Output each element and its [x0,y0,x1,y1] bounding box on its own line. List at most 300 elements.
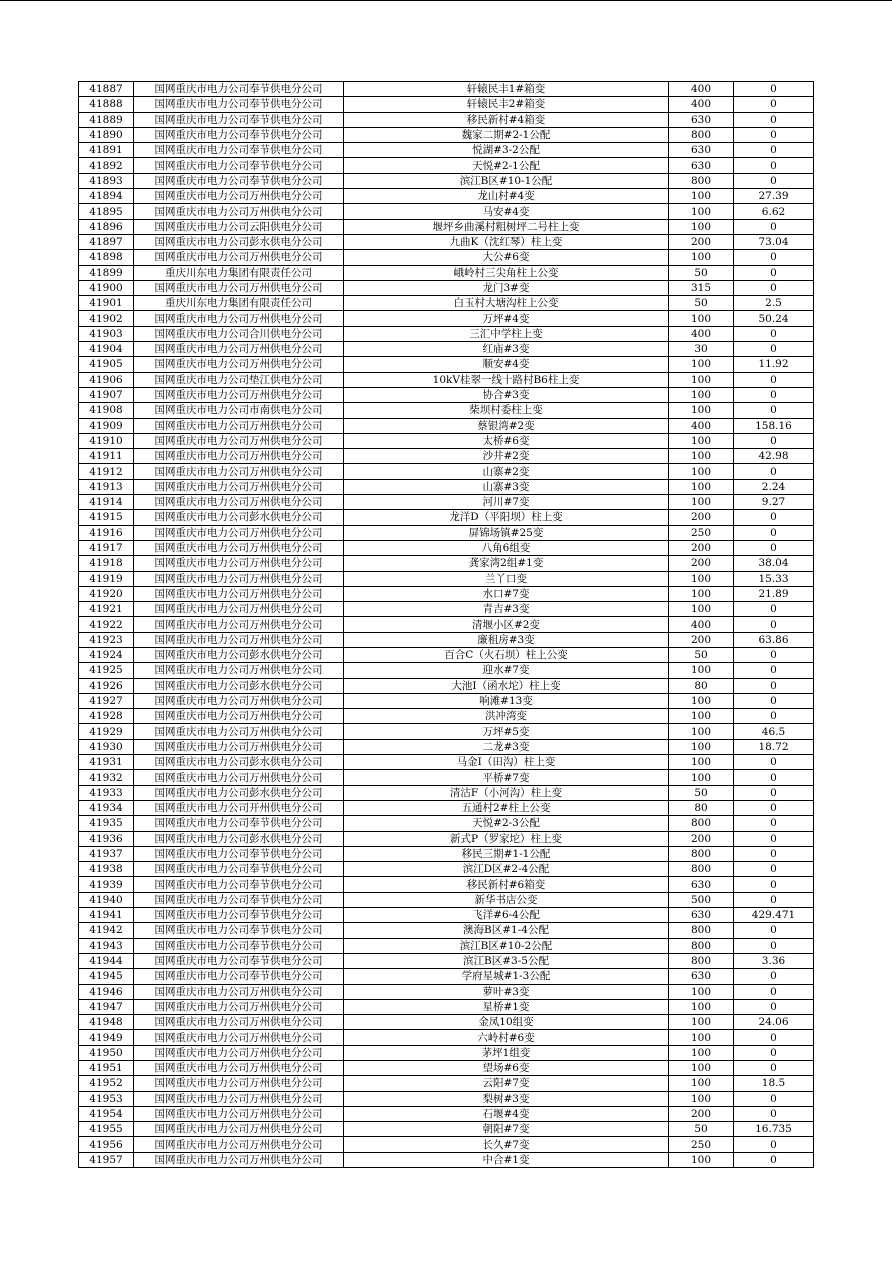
value-cell: 0 [734,143,814,158]
company-cell: 国网重庆市电力公司万州供电分公司 [134,525,344,540]
capacity-cell: 200 [669,556,734,571]
row-id-cell: 41950 [79,1045,134,1060]
company-cell: 国网重庆市电力公司万州供电分公司 [134,280,344,295]
transformer-name-cell: 六岭村#6变 [344,1030,669,1045]
company-cell: 国网重庆市电力公司奉节供电分公司 [134,862,344,877]
row-id-cell: 41895 [79,204,134,219]
table-row [79,663,814,678]
transformer-name-cell: 梨树#3变 [344,1091,669,1106]
transformer-name-cell: 望场#6变 [344,1061,669,1076]
row-id-cell: 41957 [79,1152,134,1167]
capacity-cell: 50 [669,265,734,280]
capacity-cell: 100 [669,984,734,999]
transformer-name-cell: 三汇中学柱上变 [344,326,669,341]
company-cell: 国网重庆市电力公司万州供电分公司 [134,433,344,448]
transformer-name-cell: 响滩#13变 [344,693,669,708]
row-id-cell: 41934 [79,800,134,815]
transformer-name-cell: 龙山村#4变 [344,189,669,204]
table-row [79,219,814,234]
company-cell: 国网重庆市电力公司万州供电分公司 [134,632,344,647]
company-cell: 国网重庆市电力公司奉节供电分公司 [134,938,344,953]
value-cell: 0 [734,1045,814,1060]
table-row [79,97,814,112]
company-cell: 国网重庆市电力公司万州供电分公司 [134,1152,344,1167]
table-row [79,1076,814,1091]
company-cell: 国网重庆市电力公司万州供电分公司 [134,540,344,555]
table-row [79,1015,814,1030]
company-cell: 国网重庆市电力公司彭水供电分公司 [134,647,344,662]
capacity-cell: 100 [669,219,734,234]
value-cell: 0 [734,846,814,861]
value-cell: 0 [734,127,814,142]
row-id-cell: 41914 [79,495,134,510]
transformer-name-cell: 朝阳#7变 [344,1122,669,1137]
capacity-cell: 50 [669,647,734,662]
transformer-name-cell: 马安#4变 [344,204,669,219]
table-row [79,158,814,173]
company-cell: 国网重庆市电力公司奉节供电分公司 [134,816,344,831]
transformer-name-cell: 太桥#6变 [344,433,669,448]
table-row [79,770,814,785]
value-cell: 24.06 [734,1015,814,1030]
company-cell: 国网重庆市电力公司奉节供电分公司 [134,158,344,173]
table-row [79,387,814,402]
company-cell: 国网重庆市电力公司万州供电分公司 [134,464,344,479]
table-row [79,1091,814,1106]
capacity-cell: 100 [669,602,734,617]
value-cell: 0 [734,709,814,724]
value-cell: 0 [734,923,814,938]
row-id-cell: 41892 [79,158,134,173]
table-row [79,602,814,617]
capacity-cell: 315 [669,280,734,295]
capacity-cell: 100 [669,770,734,785]
value-cell: 38.04 [734,556,814,571]
company-cell: 国网重庆市电力公司云阳供电分公司 [134,219,344,234]
company-cell: 国网重庆市电力公司万州供电分公司 [134,189,344,204]
table-row [79,525,814,540]
transformer-name-cell: 兰丫口变 [344,571,669,586]
value-cell: 2.24 [734,479,814,494]
transformer-name-cell: 蔡银湾#2变 [344,418,669,433]
company-cell: 国网重庆市电力公司万州供电分公司 [134,1015,344,1030]
table-row [79,755,814,770]
table-row [79,418,814,433]
table-row [79,510,814,525]
row-id-cell: 41902 [79,311,134,326]
capacity-cell: 200 [669,632,734,647]
company-cell: 国网重庆市电力公司彭水供电分公司 [134,234,344,249]
row-id-cell: 41908 [79,403,134,418]
value-cell: 0 [734,403,814,418]
transformer-name-cell: 万坪#4变 [344,311,669,326]
company-cell: 国网重庆市电力公司万州供电分公司 [134,556,344,571]
company-cell: 国网重庆市电力公司万州供电分公司 [134,250,344,265]
row-id-cell: 41905 [79,357,134,372]
row-id-cell: 41936 [79,831,134,846]
company-cell: 国网重庆市电力公司万州供电分公司 [134,1137,344,1152]
transformer-name-cell: 平桥#7变 [344,770,669,785]
company-cell: 重庆川东电力集团有限责任公司 [134,265,344,280]
company-cell: 国网重庆市电力公司奉节供电分公司 [134,846,344,861]
value-cell: 0 [734,433,814,448]
transformer-name-cell: 水口#7变 [344,586,669,601]
transformer-name-cell: 河川#7变 [344,495,669,510]
transformer-name-cell: 滨江B区#10-2公配 [344,938,669,953]
transformer-name-cell: 新华书店公变 [344,892,669,907]
capacity-cell: 100 [669,403,734,418]
value-cell: 0 [734,464,814,479]
row-id-cell: 41894 [79,189,134,204]
transformer-name-cell: 八角6组变 [344,540,669,555]
company-cell: 国网重庆市电力公司万州供电分公司 [134,1076,344,1091]
value-cell: 46.5 [734,724,814,739]
table-row [79,923,814,938]
row-id-cell: 41924 [79,647,134,662]
transformer-name-cell: 轩辕民丰2#箱变 [344,97,669,112]
transformer-name-cell: 龙洋D（平阳坝）柱上变 [344,510,669,525]
row-id-cell: 41907 [79,387,134,402]
company-cell: 国网重庆市电力公司万州供电分公司 [134,387,344,402]
capacity-cell: 100 [669,571,734,586]
value-cell: 0 [734,326,814,341]
company-cell: 国网重庆市电力公司万州供电分公司 [134,617,344,632]
table-row [79,342,814,357]
table-row [79,984,814,999]
value-cell: 16.735 [734,1122,814,1137]
capacity-cell: 100 [669,311,734,326]
row-id-cell: 41946 [79,984,134,999]
transformer-name-cell: 澳海B区#1-4公配 [344,923,669,938]
capacity-cell: 100 [669,709,734,724]
table-row [79,127,814,142]
transformer-name-cell: 清沽F（小河沟）柱上变 [344,785,669,800]
row-id-cell: 41919 [79,571,134,586]
capacity-cell: 400 [669,418,734,433]
table-row [79,479,814,494]
row-id-cell: 41952 [79,1076,134,1091]
transformer-name-cell: 山寨#2变 [344,464,669,479]
row-id-cell: 41889 [79,112,134,127]
table-row [79,556,814,571]
table-row [79,1122,814,1137]
value-cell: 0 [734,877,814,892]
row-id-cell: 41941 [79,908,134,923]
table-row [79,862,814,877]
capacity-cell: 100 [669,663,734,678]
row-id-cell: 41928 [79,709,134,724]
capacity-cell: 200 [669,234,734,249]
page-top-rule [0,0,892,1]
row-id-cell: 41925 [79,663,134,678]
row-id-cell: 41896 [79,219,134,234]
transformer-name-cell: 马金I（田沟）柱上变 [344,755,669,770]
row-id-cell: 41916 [79,525,134,540]
transformer-name-cell: 悦湖#3-2公配 [344,143,669,158]
company-cell: 国网重庆市电力公司万州供电分公司 [134,342,344,357]
value-cell: 0 [734,280,814,295]
row-id-cell: 41938 [79,862,134,877]
row-id-cell: 41890 [79,127,134,142]
transformer-name-cell: 屏锦场镇#25变 [344,525,669,540]
row-id-cell: 41949 [79,1030,134,1045]
row-id-cell: 41891 [79,143,134,158]
company-cell: 国网重庆市电力公司万州供电分公司 [134,479,344,494]
row-id-cell: 41912 [79,464,134,479]
row-id-cell: 41888 [79,97,134,112]
table-row [79,816,814,831]
value-cell: 0 [734,1091,814,1106]
table-row [79,433,814,448]
company-cell: 国网重庆市电力公司奉节供电分公司 [134,923,344,938]
company-cell: 国网重庆市电力公司奉节供电分公司 [134,127,344,142]
row-id-cell: 41920 [79,586,134,601]
transformer-name-cell: 迎水#7变 [344,663,669,678]
value-cell: 0 [734,265,814,280]
company-cell: 国网重庆市电力公司市南供电分公司 [134,403,344,418]
capacity-cell: 50 [669,785,734,800]
transformer-name-cell: 移民新村#4箱变 [344,112,669,127]
table-row [79,265,814,280]
value-cell: 0 [734,602,814,617]
transformer-name-cell: 滨江B区#3-5公配 [344,953,669,968]
transformer-name-cell: 10kV桂翠一线十路村B6柱上变 [344,372,669,387]
table-row [79,908,814,923]
transformer-name-cell: 青吉#3变 [344,602,669,617]
transformer-name-cell: 移民三期#1-1公配 [344,846,669,861]
capacity-cell: 80 [669,678,734,693]
capacity-cell: 200 [669,540,734,555]
transformer-name-cell: 星桥#1变 [344,999,669,1014]
row-id-cell: 41935 [79,816,134,831]
row-id-cell: 41899 [79,265,134,280]
value-cell: 0 [734,112,814,127]
capacity-cell: 630 [669,143,734,158]
capacity-cell: 100 [669,250,734,265]
table-row [79,709,814,724]
table-row [79,82,814,97]
transformer-name-cell: 洪冲湾变 [344,709,669,724]
table-row [79,969,814,984]
capacity-cell: 100 [669,1061,734,1076]
transformer-name-cell: 轩辕民丰1#箱变 [344,82,669,97]
company-cell: 国网重庆市电力公司万州供电分公司 [134,571,344,586]
row-id-cell: 41906 [79,372,134,387]
value-cell: 0 [734,525,814,540]
capacity-cell: 800 [669,862,734,877]
value-cell: 0 [734,800,814,815]
company-cell: 国网重庆市电力公司万州供电分公司 [134,602,344,617]
company-cell: 国网重庆市电力公司奉节供电分公司 [134,908,344,923]
value-cell: 0 [734,1061,814,1076]
company-cell: 国网重庆市电力公司万州供电分公司 [134,1106,344,1121]
capacity-cell: 400 [669,617,734,632]
value-cell: 0 [734,617,814,632]
value-cell: 0 [734,999,814,1014]
value-cell: 21.89 [734,586,814,601]
row-id-cell: 41913 [79,479,134,494]
company-cell: 国网重庆市电力公司万州供电分公司 [134,709,344,724]
capacity-cell: 800 [669,127,734,142]
value-cell: 0 [734,969,814,984]
value-cell: 0 [734,831,814,846]
capacity-cell: 100 [669,1152,734,1167]
table-row [79,678,814,693]
transformer-name-cell: 萝叶#3变 [344,984,669,999]
transformer-name-cell: 滨江B区#10-1公配 [344,173,669,188]
row-id-cell: 41910 [79,433,134,448]
value-cell: 15.33 [734,571,814,586]
company-cell: 国网重庆市电力公司合川供电分公司 [134,326,344,341]
table-row [79,1152,814,1167]
value-cell: 2.5 [734,296,814,311]
value-cell: 0 [734,250,814,265]
table-row [79,464,814,479]
company-cell: 国网重庆市电力公司万州供电分公司 [134,739,344,754]
table-row [79,280,814,295]
company-cell: 国网重庆市电力公司彭水供电分公司 [134,510,344,525]
capacity-cell: 100 [669,449,734,464]
table-body [79,82,814,1168]
value-cell: 0 [734,173,814,188]
company-cell: 国网重庆市电力公司奉节供电分公司 [134,969,344,984]
value-cell: 0 [734,663,814,678]
row-id-cell: 41904 [79,342,134,357]
company-cell: 国网重庆市电力公司开州供电分公司 [134,800,344,815]
capacity-cell: 80 [669,800,734,815]
table-row [79,1106,814,1121]
row-id-cell: 41923 [79,632,134,647]
capacity-cell: 50 [669,296,734,311]
value-cell: 0 [734,97,814,112]
company-cell: 国网重庆市电力公司万州供电分公司 [134,663,344,678]
table-row [79,647,814,662]
transformer-name-cell: 茅坪1组变 [344,1045,669,1060]
value-cell: 0 [734,1030,814,1045]
row-id-cell: 41927 [79,693,134,708]
row-id-cell: 41917 [79,540,134,555]
transformer-name-cell: 协合#3变 [344,387,669,402]
data-table-container [78,81,813,1168]
company-cell: 国网重庆市电力公司万州供电分公司 [134,770,344,785]
capacity-cell: 100 [669,586,734,601]
company-cell: 重庆川东电力集团有限责任公司 [134,296,344,311]
capacity-cell: 630 [669,158,734,173]
value-cell: 0 [734,678,814,693]
company-cell: 国网重庆市电力公司万州供电分公司 [134,1030,344,1045]
transformer-name-cell: 沙井#2变 [344,449,669,464]
table-row [79,739,814,754]
transformer-name-cell: 龙门3#变 [344,280,669,295]
table-row [79,693,814,708]
row-id-cell: 41921 [79,602,134,617]
table-row [79,953,814,968]
transformer-name-cell: 清堰小区#2变 [344,617,669,632]
transformer-name-cell: 峨岭村三尖角柱上公变 [344,265,669,280]
row-id-cell: 41955 [79,1122,134,1137]
transformer-name-cell: 学府星城#1-3公配 [344,969,669,984]
capacity-cell: 250 [669,1137,734,1152]
transformer-name-cell: 廉租房#3变 [344,632,669,647]
capacity-cell: 800 [669,173,734,188]
table-row [79,143,814,158]
row-id-cell: 41937 [79,846,134,861]
company-cell: 国网重庆市电力公司万州供电分公司 [134,495,344,510]
value-cell: 0 [734,892,814,907]
value-cell: 0 [734,387,814,402]
row-id-cell: 41954 [79,1106,134,1121]
transformer-name-cell: 大公#6变 [344,250,669,265]
transformer-name-cell: 天悦#2-3公配 [344,816,669,831]
transformer-name-cell: 二龙#3变 [344,739,669,754]
capacity-cell: 30 [669,342,734,357]
row-id-cell: 41915 [79,510,134,525]
value-cell: 0 [734,510,814,525]
transformer-name-cell: 金凤10组变 [344,1015,669,1030]
company-cell: 国网重庆市电力公司彭水供电分公司 [134,755,344,770]
value-cell: 429.471 [734,908,814,923]
row-id-cell: 41898 [79,250,134,265]
company-cell: 国网重庆市电力公司万州供电分公司 [134,984,344,999]
capacity-cell: 400 [669,326,734,341]
transformer-name-cell: 红庙#3变 [344,342,669,357]
transformer-name-cell: 白玉村大塘沟柱上公变 [344,296,669,311]
table-row [79,449,814,464]
value-cell: 0 [734,1106,814,1121]
table-row [79,234,814,249]
company-cell: 国网重庆市电力公司垫江供电分公司 [134,372,344,387]
value-cell: 0 [734,1152,814,1167]
value-cell: 0 [734,693,814,708]
table-row [79,999,814,1014]
capacity-cell: 100 [669,387,734,402]
table-row [79,250,814,265]
value-cell: 158.16 [734,418,814,433]
row-id-cell: 41942 [79,923,134,938]
table-row [79,785,814,800]
table-row [79,846,814,861]
capacity-cell: 100 [669,189,734,204]
row-id-cell: 41943 [79,938,134,953]
row-id-cell: 41956 [79,1137,134,1152]
company-cell: 国网重庆市电力公司奉节供电分公司 [134,953,344,968]
capacity-cell: 800 [669,923,734,938]
transformer-name-cell: 天悦#2-1公配 [344,158,669,173]
capacity-cell: 100 [669,204,734,219]
table-row [79,372,814,387]
company-cell: 国网重庆市电力公司奉节供电分公司 [134,877,344,892]
row-id-cell: 41948 [79,1015,134,1030]
transformer-name-cell: 飞洋#6-4公配 [344,908,669,923]
company-cell: 国网重庆市电力公司万州供电分公司 [134,693,344,708]
transformer-name-cell: 五通村2#柱上公变 [344,800,669,815]
transformer-name-cell: 中合#1变 [344,1152,669,1167]
value-cell: 0 [734,938,814,953]
capacity-cell: 100 [669,1091,734,1106]
table-row [79,311,814,326]
company-cell: 国网重庆市电力公司万州供电分公司 [134,724,344,739]
row-id-cell: 41903 [79,326,134,341]
company-cell: 国网重庆市电力公司万州供电分公司 [134,418,344,433]
row-id-cell: 41929 [79,724,134,739]
capacity-cell: 100 [669,372,734,387]
value-cell: 0 [734,372,814,387]
capacity-cell: 100 [669,724,734,739]
company-cell: 国网重庆市电力公司彭水供电分公司 [134,785,344,800]
value-cell: 0 [734,816,814,831]
transformer-name-cell: 柴坝村委柱上变 [344,403,669,418]
value-cell: 42.98 [734,449,814,464]
